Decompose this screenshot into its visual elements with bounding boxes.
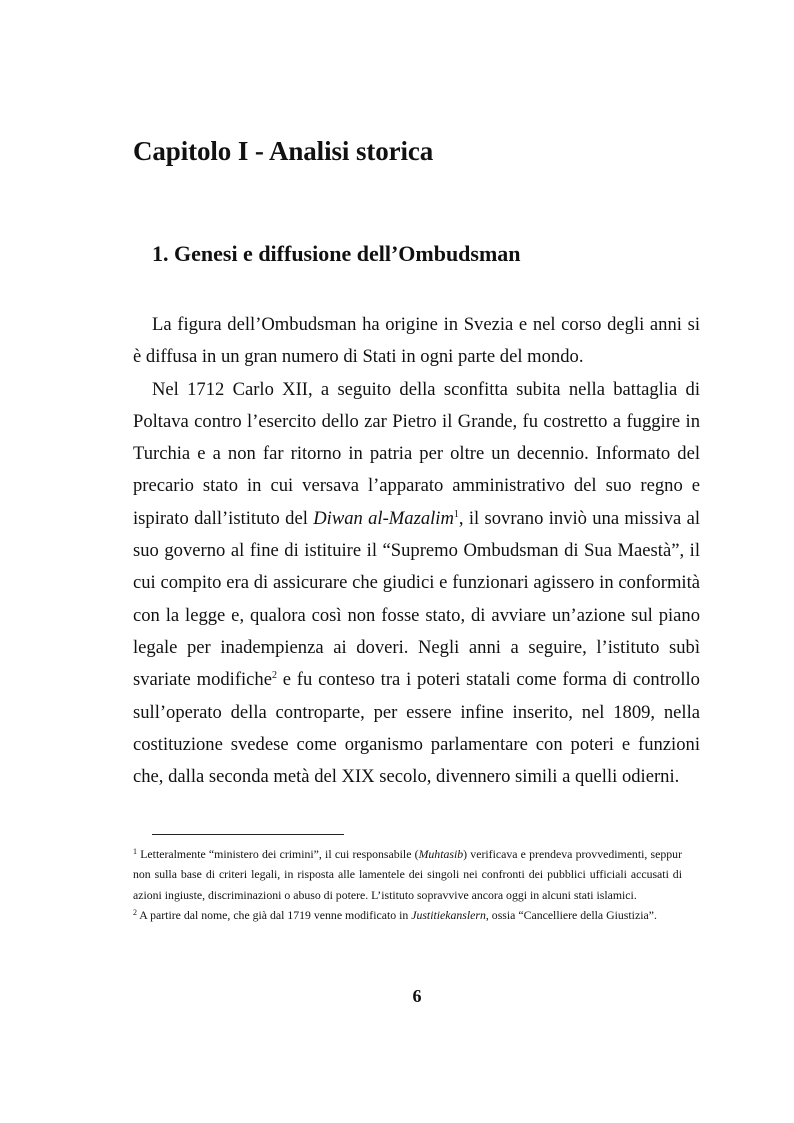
footnote-2-text-b: , ossia “Cancelliere della Giustizia”. xyxy=(485,908,657,923)
footnote-ref-2[interactable]: 2 xyxy=(271,670,277,682)
footnote-2 xyxy=(133,905,682,925)
footnote-1-number: 1 xyxy=(133,847,137,856)
footnote-ref-1[interactable]: 1 xyxy=(453,508,459,520)
paragraph-2-text-b: , il sovrano inviò una missiva al suo governo al fine di istituire il “Supremo Ombudsman di Sua Maestà”, il cui compito era di assicurare che giudici e funzionari agissero in conformità con la legge e, qualora così non fosse stato, di avviare un’azione sul piano legale per inadempienza ai doveri. Negli anni a seguire, l’istituto subì svariate modifiche xyxy=(133,507,700,691)
paragraph-1: La figura dell’Ombudsman ha origine in Svezia e nel corso degli anni si è diffusa in un gran numero di Stati in ogni parte del mondo. xyxy=(133,314,700,368)
term-diwan-al-mazalim: Diwan al-Mazalim xyxy=(313,507,454,529)
paragraph-2-text-a: Nel 1712 Carlo XII, a seguito della sconfitta subita nella battaglia di Poltava contro l’esercito dello zar Pietro il Grande, fu costretto a fuggire in Turchia e a non far ritorno in patria per oltre un decennio. Informato del precario stato in cui versava l’apparato amministrativo del suo regno e ispirato dall’istituto del xyxy=(133,378,700,529)
footnote-1 xyxy=(133,844,682,905)
term-muhtasib: Muhtasib xyxy=(418,847,464,861)
paragraph-2 xyxy=(133,374,700,794)
chapter-title: Capitolo I - Analisi storica xyxy=(133,136,434,166)
body-text xyxy=(133,309,700,793)
footnote-2-number: 2 xyxy=(133,908,137,918)
footnotes xyxy=(133,844,682,926)
term-justitiekanslern: Justitiekanslern xyxy=(411,908,486,923)
footnote-separator xyxy=(152,834,344,835)
footnote-2-text-a: A partire dal nome, che già dal 1719 venne modificato in xyxy=(137,908,412,923)
footnote-1-text-b: ) verificava e prendeva provvedimenti, seppur non sulla base di criteri legali, in risposta alle lamentele dei singoli nei confronti dei pubblici ufficiali accusati di azioni ingiuste, discriminazioni o abuso di potere. L’istituto sopravvive ancora oggi in alcuni stati islamici. xyxy=(133,847,682,902)
page-number: 6 xyxy=(412,986,422,1006)
footnote-1-text-a: Letteralmente “ministero dei crimini”, il cui responsabile ( xyxy=(137,847,419,861)
section-title: 1. Genesi e diffusione dell’Ombudsman xyxy=(152,241,521,266)
paragraph-2-text-c: e fu conteso tra i poteri statali come forma di controllo sull’operato della controparte, per essere infine inserito, nel 1809, nella costituzione svedese come organismo parlamentare con poteri e funzioni che, dalla seconda metà del XIX secolo, divennero simili a quelli odierni. xyxy=(133,669,700,788)
